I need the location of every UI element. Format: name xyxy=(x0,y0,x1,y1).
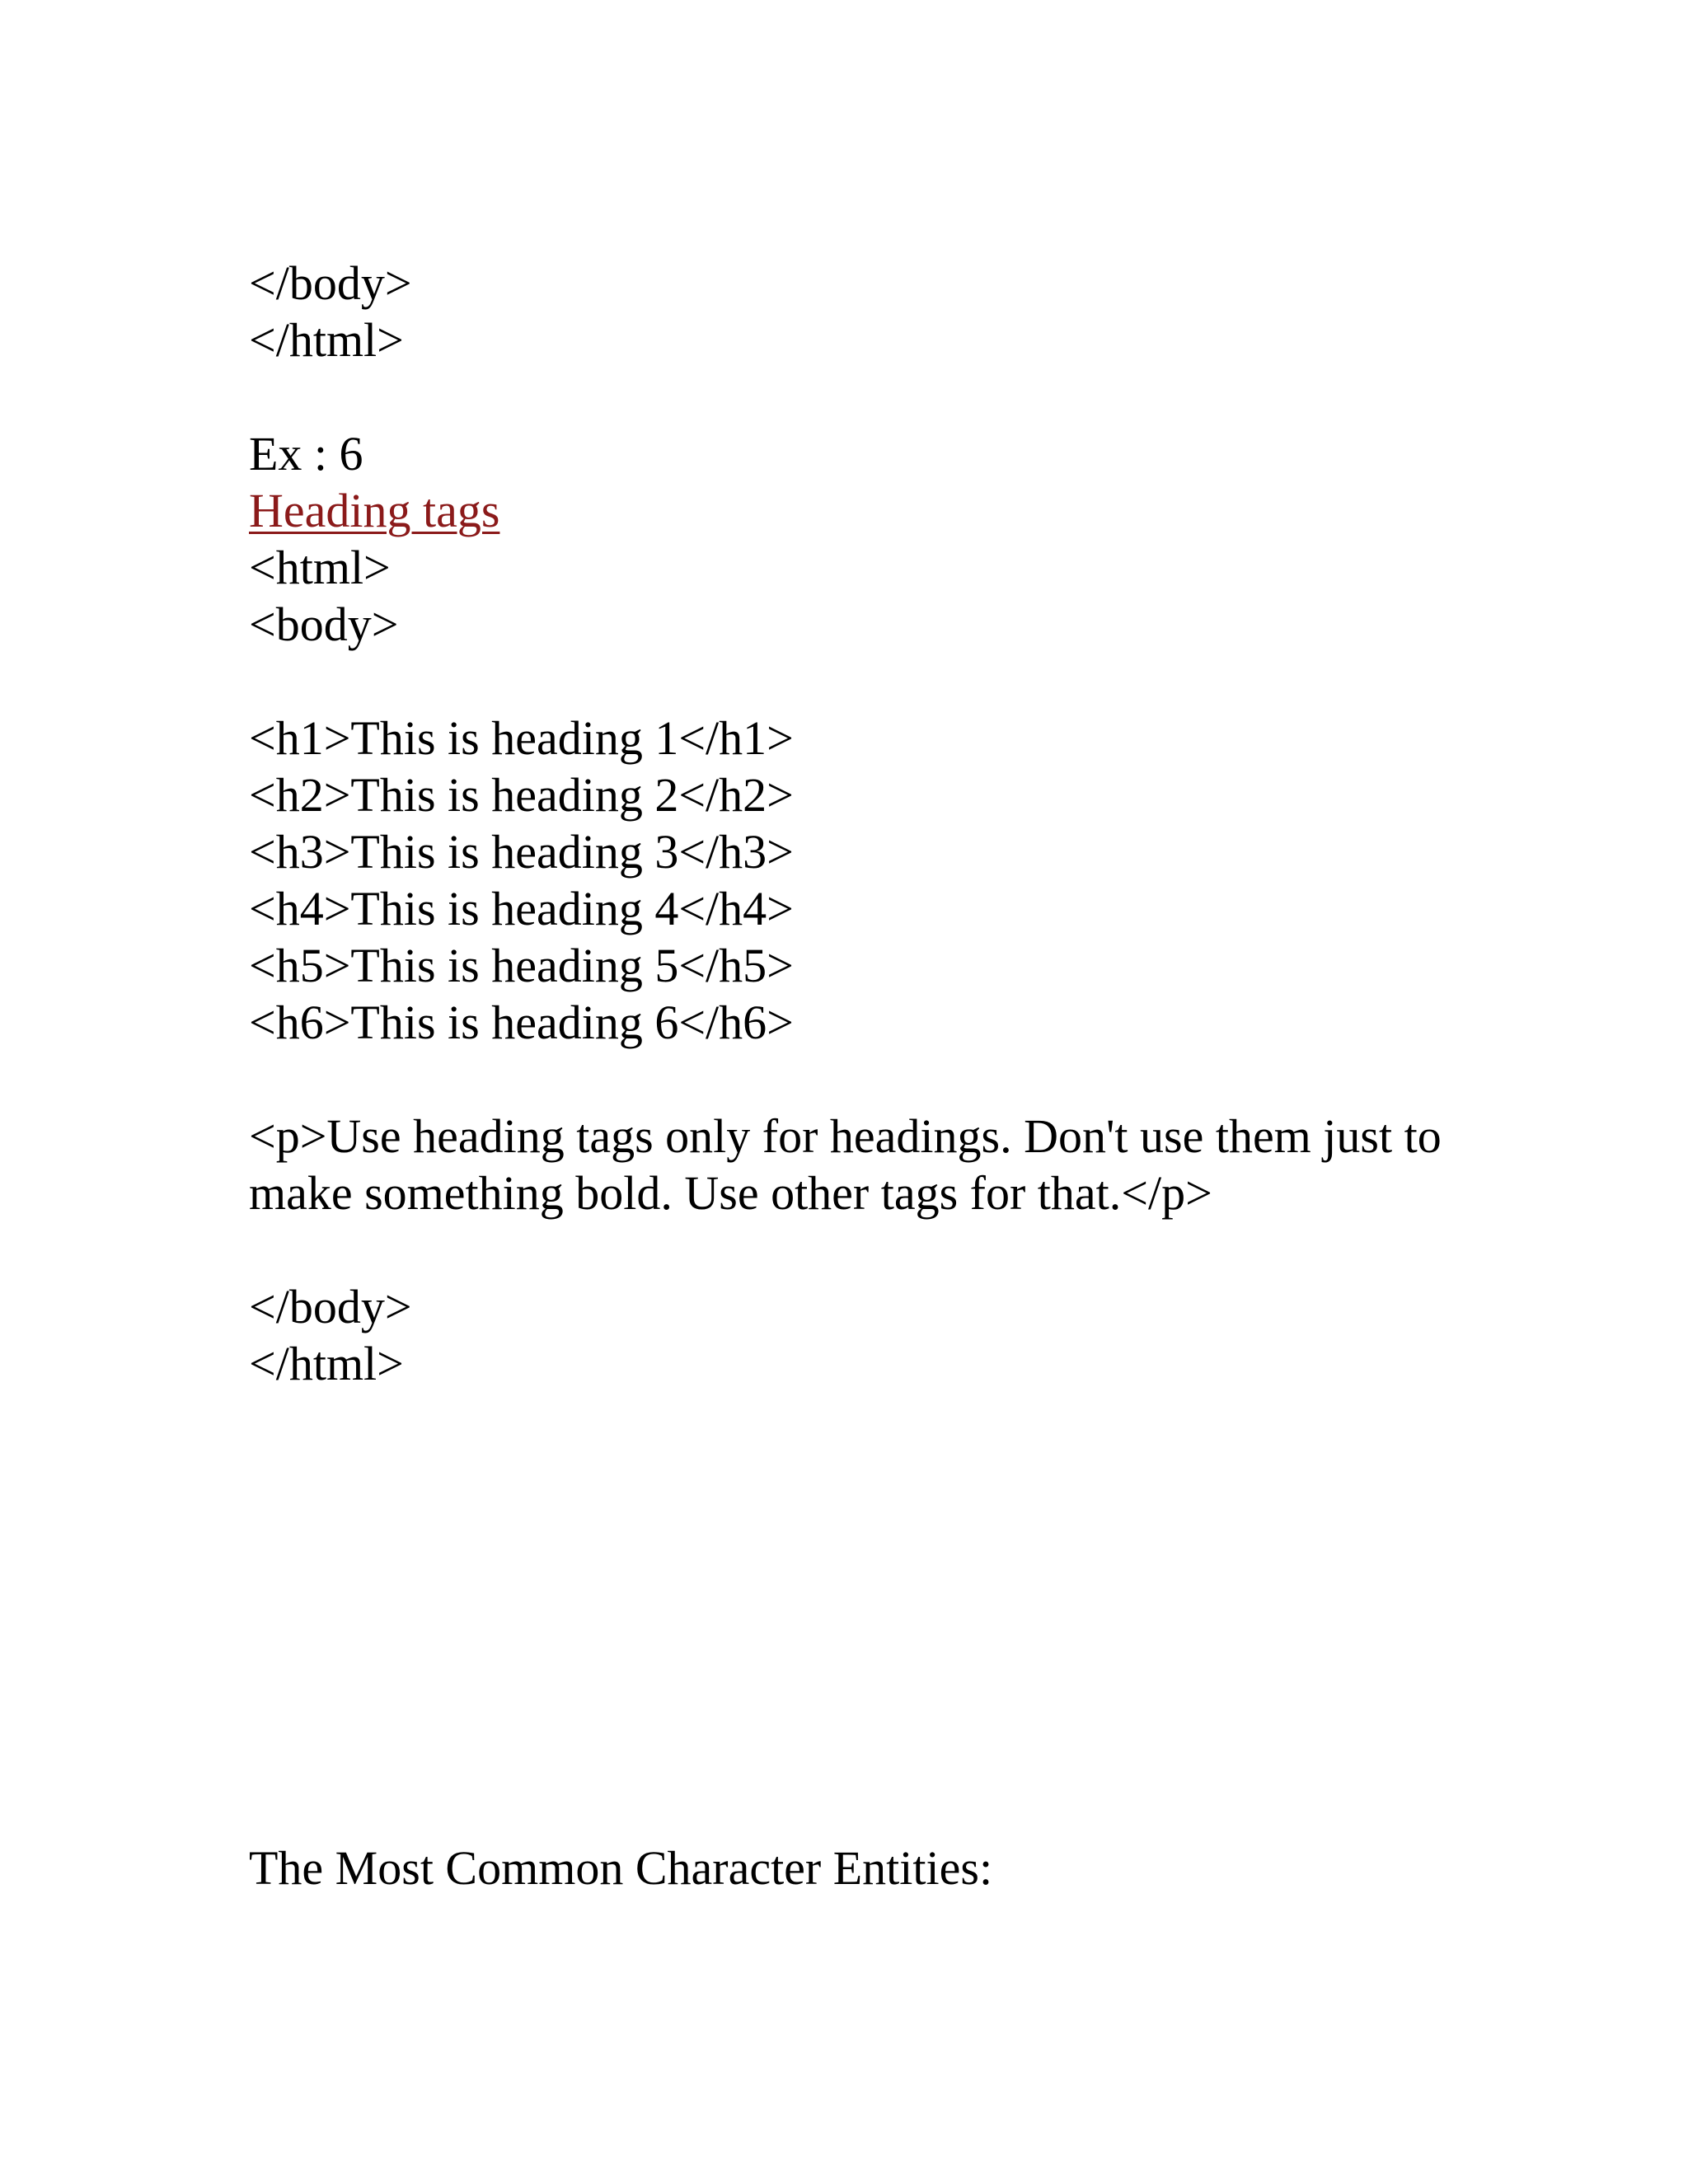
code-line-h5: <h5>This is heading 5</h5> xyxy=(249,939,794,992)
code-line-close-html: </html> xyxy=(249,313,404,367)
example-title-link[interactable]: Heading tags xyxy=(249,484,500,537)
code-line-h6: <h6>This is heading 6</h6> xyxy=(249,996,794,1049)
code-line-open-html: <html> xyxy=(249,541,391,594)
code-paragraph: <p>Use heading tags only for headings. Don't use them just to make something bold. Use other tags for that.</p> xyxy=(249,1109,1442,1220)
code-line-close-body-2: </body> xyxy=(249,1280,412,1333)
section-heading: The Most Common Character Entities: xyxy=(249,1841,993,1895)
code-line-open-body: <body> xyxy=(249,598,399,651)
code-line-h4: <h4>This is heading 4</h4> xyxy=(249,882,794,935)
code-line-h2: <h2>This is heading 2</h2> xyxy=(249,768,794,822)
code-line-close-body: </body> xyxy=(249,256,412,310)
example-label: Ex : 6 xyxy=(249,427,363,480)
code-line-h1: <h1>This is heading 1</h1> xyxy=(249,711,794,765)
code-line-h3: <h3>This is heading 3</h3> xyxy=(249,825,794,879)
code-line-close-html-2: </html> xyxy=(249,1337,404,1390)
